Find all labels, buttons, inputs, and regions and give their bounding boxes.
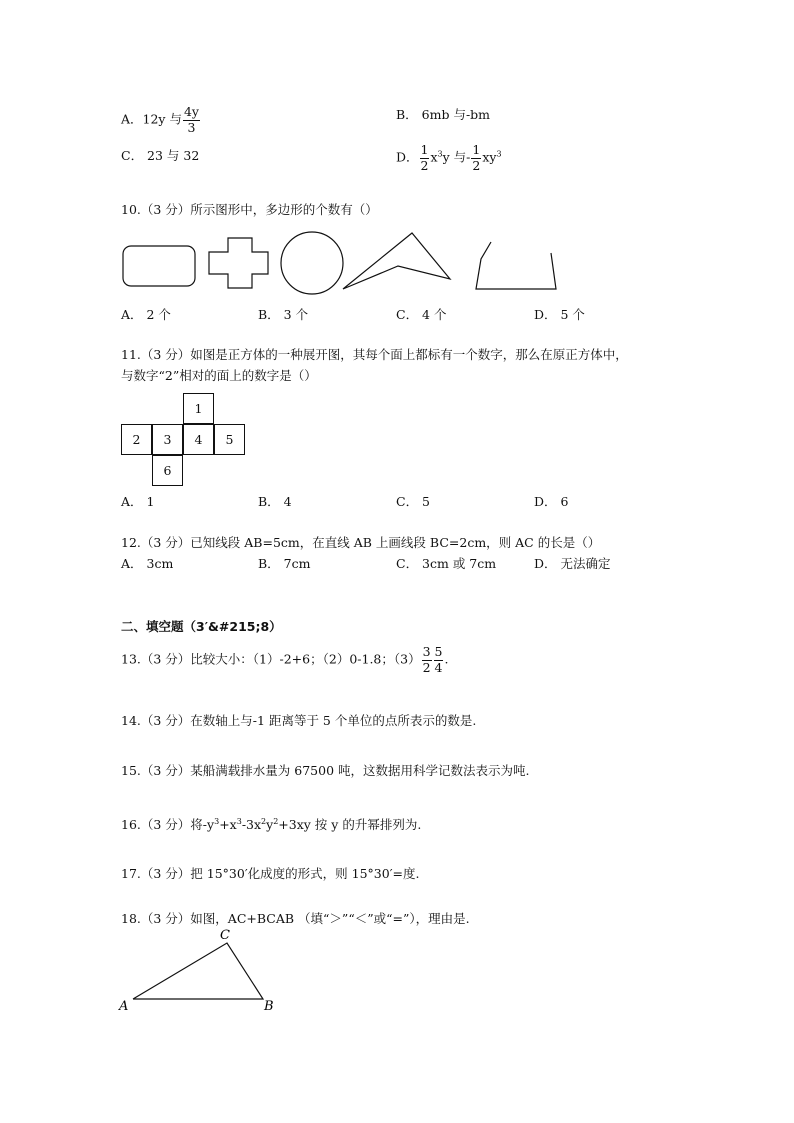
fraction-denominator: 2: [472, 157, 481, 173]
exponent: 3: [437, 149, 443, 159]
q12-option-d: D． 无法确定: [534, 556, 611, 571]
exponent: 3: [214, 817, 220, 826]
math-text: y 与-: [442, 149, 471, 165]
net-cell-1: 1: [183, 393, 214, 424]
q12-option-b: B． 7cm: [258, 556, 311, 571]
net-cell-6: 6: [152, 455, 183, 486]
open-polyline-shape: [476, 242, 556, 289]
math-text: +x: [219, 817, 237, 832]
q10-option-b: B． 3 个: [258, 307, 309, 322]
q10-stem: 10.（3 分）所示图形中，多边形的个数有（）: [121, 202, 378, 217]
net-cell-2: 2: [121, 424, 152, 455]
fraction-numerator: 3: [422, 644, 431, 659]
exponent: 3: [496, 149, 502, 159]
q13-fraction-1: [422, 646, 432, 674]
q11-option-d: D． 6: [534, 494, 569, 509]
q10-option-c: C． 4 个: [396, 307, 447, 322]
net-cell-4: 4: [183, 424, 214, 455]
rounded-rectangle-shape: [123, 246, 195, 286]
vertex-label-b: B: [264, 999, 274, 1014]
vertex-label-a: A: [119, 999, 129, 1014]
net-cell-5: 5: [214, 424, 245, 455]
math-text: -3x: [241, 817, 262, 832]
q10-figures: [0, 0, 794, 310]
net-cell-3: 3: [152, 424, 183, 455]
fraction-denominator: 4: [434, 659, 443, 675]
q13-end: .: [444, 651, 449, 667]
circle-shape: [281, 232, 343, 294]
concave-quadrilateral-shape: [343, 233, 450, 289]
q13-stem: 13.（3 分）比较大小：（1）-2+6；（2）0-1.8；（3）: [121, 651, 421, 667]
section-title: 二、填空题（3′&#215;8）: [121, 619, 282, 634]
q13: [121, 646, 448, 674]
q9-option-d-label: D．: [396, 149, 419, 165]
q18-stem: 18.（3 分）如图，AC+BCAB （填“＞”“＜”或“=”），理由是.: [121, 911, 470, 926]
fraction-numerator: 4y: [183, 104, 199, 119]
vertex-label-c: C: [220, 928, 230, 943]
fraction-denominator: 2: [422, 659, 431, 675]
q12-stem: 12.（3 分）已知线段 AB=5cm，在直线 AB 上画线段 BC=2cm，则 AC 的长是（）: [121, 535, 601, 550]
q11-option-b: B． 4: [258, 494, 292, 509]
q16: [121, 819, 421, 832]
cross-shape: [209, 238, 268, 288]
q11-option-a: A． 1: [121, 494, 155, 509]
fraction-numerator: 1: [420, 142, 429, 157]
q14-stem: 14.（3 分）在数轴上与-1 距离等于 5 个单位的点所表示的数是.: [121, 713, 477, 728]
q13-fraction-2: [434, 646, 444, 674]
math-text: y: [266, 817, 274, 832]
q17-stem: 17.（3 分）把 15°30′化成度的形式，则 15°30′=度.: [121, 866, 420, 881]
q9-option-c: C． 23 与 32: [121, 148, 200, 163]
fraction-numerator: 5: [434, 644, 443, 659]
q9-option-b: B． 6mb 与-bm: [396, 107, 491, 122]
q15-stem: 15.（3 分）某船满载排水量为 67500 吨，这数据用科学记数法表示为吨.: [121, 763, 530, 778]
q11-stem-line2: 与数字“2”相对的面上的数字是（）: [121, 368, 317, 383]
exponent: 2: [261, 817, 267, 826]
q10-option-d: D． 5 个: [534, 307, 585, 322]
fraction-denominator: 3: [187, 119, 196, 135]
q12-option-c: C． 3cm 或 7cm: [396, 556, 497, 571]
q18-triangle-figure: [0, 920, 794, 1020]
math-text: +3xy 按 y 的升幂排列为.: [278, 817, 422, 832]
q9-option-a-label: A．12y 与: [121, 111, 182, 127]
q11-stem-line1: 11.（3 分）如图是正方体的一种展开图，其每个面上都标有一个数字，那么在原正方体中，: [121, 347, 628, 362]
fraction-denominator: 2: [420, 157, 429, 173]
math-text: xy: [482, 149, 497, 165]
triangle-abc: [133, 943, 263, 999]
q11-option-c: C． 5: [396, 494, 430, 509]
q12-option-a: A． 3cm: [121, 556, 174, 571]
exponent: 2: [273, 817, 279, 826]
q10-option-a: A． 2 个: [121, 307, 171, 322]
exponent: 3: [236, 817, 242, 826]
math-text: x: [430, 149, 438, 165]
math-text: 16.（3 分）将-y: [121, 817, 215, 832]
fraction-numerator: 1: [472, 142, 481, 157]
